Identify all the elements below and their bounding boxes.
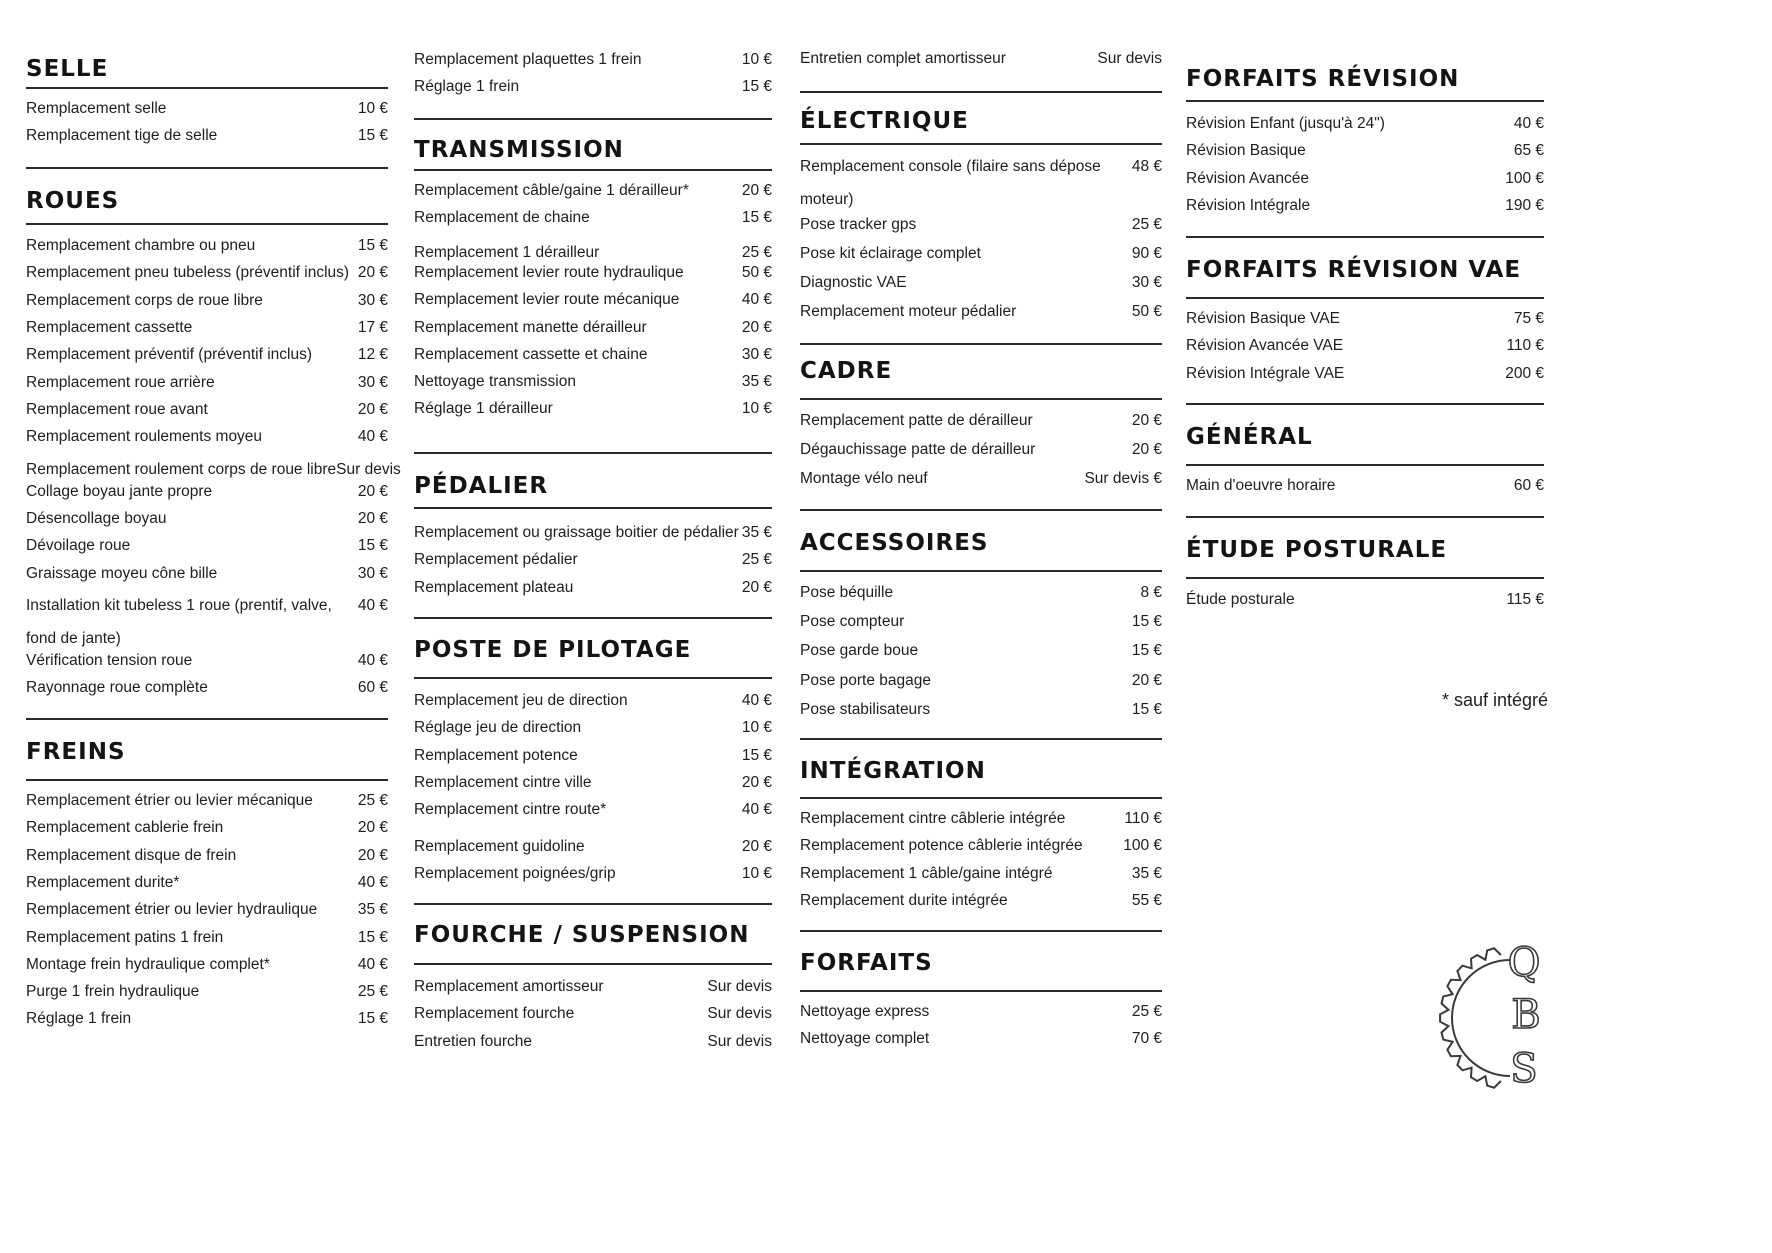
service-price: Sur devis bbox=[707, 1005, 772, 1023]
column-2 bbox=[414, 0, 772, 1253]
service-label: Pose garde boue bbox=[800, 642, 919, 660]
logo-letter-q: Q bbox=[1507, 940, 1541, 986]
service-price: 35 € bbox=[357, 901, 388, 919]
service-price: 15 € bbox=[741, 78, 772, 96]
price-row bbox=[800, 404, 1162, 437]
gear-icon bbox=[1432, 930, 1552, 1095]
service-label: Remplacement 1 câble/gaine intégré bbox=[800, 864, 1053, 882]
price-row bbox=[1186, 469, 1544, 502]
service-price: 25 € bbox=[1131, 1003, 1162, 1020]
service-price: 20 € bbox=[357, 264, 388, 282]
service-label: Remplacement durite intégrée bbox=[800, 891, 1008, 909]
service-price: 20 € bbox=[357, 400, 388, 418]
section-rule bbox=[800, 143, 1162, 145]
service-price: 110 € bbox=[1506, 337, 1544, 355]
service-price: 15 € bbox=[741, 746, 772, 764]
price-row bbox=[800, 693, 1162, 726]
service-price: 40 € bbox=[357, 873, 388, 891]
column-1 bbox=[26, 0, 401, 1253]
service-label: Remplacement cassette bbox=[26, 318, 193, 336]
price-row bbox=[800, 433, 1162, 466]
service-price: 20 € bbox=[741, 578, 772, 596]
logo-letter-s: S bbox=[1510, 1046, 1538, 1092]
section-divider bbox=[1186, 403, 1544, 405]
service-price: 40 € bbox=[1513, 115, 1544, 132]
service-label: Pose kit éclairage complet bbox=[800, 245, 981, 262]
section-rule bbox=[414, 169, 772, 171]
section-rule bbox=[1186, 464, 1544, 466]
section-title-forfaits-revision-vae: FORFAITS RÉVISION VAE bbox=[1186, 257, 1522, 283]
service-label: Pose béquille bbox=[800, 584, 894, 601]
section-divider bbox=[26, 718, 388, 720]
section-title-electrique: ÉLECTRIQUE bbox=[800, 108, 969, 134]
service-label: Purge 1 frein hydraulique bbox=[26, 983, 200, 1001]
service-price: 15 € bbox=[357, 1010, 388, 1028]
section-divider bbox=[800, 91, 1162, 93]
service-price: 200 € bbox=[1505, 364, 1544, 382]
service-label: Remplacement potence câblerie intégrée bbox=[800, 837, 1083, 855]
section-divider bbox=[800, 930, 1162, 932]
service-label: Remplacement étrier ou levier hydraulique bbox=[26, 901, 318, 919]
section-rule bbox=[800, 570, 1162, 572]
service-price: 40 € bbox=[357, 652, 388, 669]
service-price: 20 € bbox=[357, 846, 388, 864]
service-price: Sur devis bbox=[707, 1032, 772, 1050]
service-label: Main d'oeuvre horaire bbox=[1186, 477, 1336, 494]
service-label: Remplacement tige de selle bbox=[26, 127, 218, 144]
section-title-cadre: CADRE bbox=[800, 358, 893, 384]
section-title-etude-posturale: ÉTUDE POSTURALE bbox=[1186, 537, 1448, 563]
price-row bbox=[414, 1025, 772, 1058]
service-label: Remplacement amortisseur bbox=[414, 978, 604, 995]
service-label: Désencollage boyau bbox=[26, 510, 167, 527]
section-title-general: GÉNÉRAL bbox=[1186, 424, 1313, 450]
price-row bbox=[800, 462, 1162, 495]
service-price: 75 € bbox=[1513, 310, 1544, 327]
service-label: Remplacement préventif (préventif inclus) bbox=[26, 346, 313, 364]
service-label: Entretien complet amortisseur bbox=[800, 50, 1006, 67]
service-price: 35 € bbox=[741, 373, 772, 391]
section-rule bbox=[414, 507, 772, 509]
service-price: 30 € bbox=[357, 373, 388, 391]
section-rule bbox=[1186, 100, 1544, 102]
service-label: Étude posturale bbox=[1186, 591, 1295, 608]
service-label: Nettoyage complet bbox=[800, 1030, 930, 1048]
service-label: Remplacement chambre ou pneu bbox=[26, 237, 256, 254]
service-price: 15 € bbox=[741, 209, 772, 227]
service-label: Remplacement potence bbox=[414, 746, 578, 764]
section-divider bbox=[414, 903, 772, 905]
service-price: 15 € bbox=[357, 237, 388, 254]
service-price: 20 € bbox=[741, 318, 772, 336]
price-row bbox=[414, 571, 772, 604]
service-label: Nettoyage express bbox=[800, 1003, 930, 1020]
service-price: 30 € bbox=[1131, 274, 1162, 291]
service-label: Remplacement roulements moyeu bbox=[26, 428, 263, 446]
service-label: Pose tracker gps bbox=[800, 216, 917, 233]
service-label: Pose compteur bbox=[800, 613, 905, 631]
service-label: Révision Intégrale VAE bbox=[1186, 364, 1345, 382]
service-label: Remplacement pédalier bbox=[414, 551, 578, 569]
service-label: Remplacement étrier ou levier mécanique bbox=[26, 792, 313, 809]
service-label: Réglage jeu de direction bbox=[414, 719, 582, 737]
price-row bbox=[26, 119, 388, 152]
service-price: 90 € bbox=[1131, 245, 1162, 262]
service-price: 15 € bbox=[357, 928, 388, 946]
service-label: Remplacement cintre câblerie intégrée bbox=[800, 810, 1066, 827]
service-price: 20 € bbox=[1131, 441, 1162, 459]
price-row bbox=[414, 857, 772, 890]
section-divider bbox=[414, 118, 772, 120]
service-label: Réglage 1 frein bbox=[414, 78, 520, 96]
service-label: Révision Basique bbox=[1186, 142, 1306, 160]
section-title-fourche-suspension: FOURCHE / SUSPENSION bbox=[414, 922, 750, 948]
price-row bbox=[800, 605, 1162, 638]
service-price: 25 € bbox=[357, 792, 388, 809]
service-price: 110 € bbox=[1124, 810, 1162, 827]
section-divider bbox=[800, 738, 1162, 740]
service-label: Remplacement levier route hydraulique bbox=[414, 263, 684, 281]
service-price: 25 € bbox=[741, 244, 772, 261]
service-label: Remplacement durite* bbox=[26, 873, 180, 891]
price-row bbox=[800, 634, 1162, 667]
service-price: 100 € bbox=[1505, 169, 1544, 187]
service-price: 25 € bbox=[741, 551, 772, 569]
service-label: Diagnostic VAE bbox=[800, 274, 907, 291]
service-label: Remplacement cassette et chaine bbox=[414, 345, 648, 363]
service-label: Remplacement roulement corps de roue libre bbox=[26, 461, 337, 478]
section-rule bbox=[414, 963, 772, 965]
service-label: Graissage moyeu cône bille bbox=[26, 564, 218, 582]
section-rule bbox=[800, 398, 1162, 400]
service-price: 50 € bbox=[741, 263, 772, 281]
section-title-freins: FREINS bbox=[26, 739, 126, 765]
price-row bbox=[800, 576, 1162, 609]
service-price: 60 € bbox=[357, 679, 388, 696]
section-rule bbox=[26, 223, 388, 225]
service-label: Remplacement ou graissage boitier de pédalier bbox=[414, 524, 739, 541]
service-price: 65 € bbox=[1513, 142, 1544, 160]
price-row bbox=[1186, 189, 1544, 222]
service-price: 30 € bbox=[357, 291, 388, 309]
section-rule bbox=[800, 990, 1162, 992]
price-row bbox=[1186, 583, 1544, 616]
service-label: Remplacement guidoline bbox=[414, 838, 585, 855]
service-label: Remplacement levier route mécanique bbox=[414, 291, 680, 309]
price-row bbox=[26, 557, 388, 590]
section-rule bbox=[26, 779, 388, 781]
service-price: 20 € bbox=[741, 773, 772, 791]
service-price: 55 € bbox=[1131, 891, 1162, 909]
service-price: 25 € bbox=[1131, 216, 1162, 233]
service-label: Remplacement roue arrière bbox=[26, 373, 215, 391]
price-row bbox=[1186, 357, 1544, 390]
service-label: Rayonnage roue complète bbox=[26, 679, 208, 696]
service-price: 15 € bbox=[357, 127, 388, 144]
service-label: Remplacement fourche bbox=[414, 1005, 575, 1023]
section-rule bbox=[1186, 297, 1544, 299]
service-price: 100 € bbox=[1123, 837, 1162, 855]
price-row bbox=[800, 884, 1162, 917]
service-label: Remplacement corps de roue libre bbox=[26, 291, 263, 309]
service-label: Révision Enfant (jusqu'à 24") bbox=[1186, 115, 1385, 132]
service-label: Remplacement manette dérailleur bbox=[414, 318, 647, 336]
service-price: 20 € bbox=[1131, 671, 1162, 689]
section-title-transmission: TRANSMISSION bbox=[414, 137, 624, 163]
service-price: 10 € bbox=[357, 100, 388, 117]
service-label: Révision Avancée VAE bbox=[1186, 337, 1344, 355]
service-label: Remplacement selle bbox=[26, 100, 167, 117]
service-price: 15 € bbox=[1131, 642, 1162, 660]
price-row bbox=[26, 420, 388, 453]
service-label: Remplacement patins 1 frein bbox=[26, 928, 224, 946]
service-label: Pose porte bagage bbox=[800, 671, 931, 689]
section-rule bbox=[1186, 577, 1544, 579]
service-price: 40 € bbox=[741, 291, 772, 309]
service-price: 15 € bbox=[1131, 700, 1162, 718]
service-price: 20 € bbox=[741, 838, 772, 855]
service-label: Dégauchissage patte de dérailleur bbox=[800, 441, 1036, 459]
service-label: Dévoilage roue bbox=[26, 537, 131, 555]
service-label: Remplacement moteur pédalier bbox=[800, 303, 1017, 320]
service-label: Remplacement de chaine bbox=[414, 209, 590, 227]
service-price: 20 € bbox=[741, 182, 772, 199]
service-price: 40 € bbox=[741, 692, 772, 709]
service-price: 40 € bbox=[357, 955, 388, 973]
logo-letter-b: B bbox=[1511, 992, 1541, 1038]
price-row bbox=[800, 1022, 1162, 1055]
service-price: 12 € bbox=[357, 346, 388, 364]
service-price: 10 € bbox=[741, 51, 772, 68]
service-label: Remplacement roue avant bbox=[26, 400, 208, 418]
service-label: Réglage 1 frein bbox=[26, 1010, 132, 1028]
price-row bbox=[414, 392, 772, 425]
section-rule bbox=[26, 87, 388, 89]
service-price: 60 € bbox=[1513, 477, 1544, 494]
price-row bbox=[414, 70, 772, 103]
section-divider bbox=[1186, 516, 1544, 518]
service-label: Remplacement cintre ville bbox=[414, 773, 592, 791]
service-label: Remplacement câble/gaine 1 dérailleur* bbox=[414, 182, 689, 199]
section-title-integration: INTÉGRATION bbox=[800, 758, 986, 784]
service-label: Remplacement cintre route* bbox=[414, 801, 607, 819]
service-label: Pose stabilisateurs bbox=[800, 700, 931, 718]
price-row bbox=[26, 671, 388, 704]
service-price: 17 € bbox=[357, 318, 388, 336]
service-price: 190 € bbox=[1505, 196, 1544, 214]
service-label: Remplacement console (filaire sans dépose moteur) bbox=[800, 158, 1101, 208]
service-label: Remplacement patte de dérailleur bbox=[800, 412, 1033, 429]
service-price: 20 € bbox=[357, 482, 388, 500]
service-price: 10 € bbox=[741, 719, 772, 737]
service-label: Vérification tension roue bbox=[26, 652, 193, 669]
service-price: 40 € bbox=[741, 801, 772, 819]
service-price: 20 € bbox=[357, 510, 388, 527]
service-price: 48 € bbox=[1131, 158, 1162, 175]
service-label: Remplacement pneu tubeless (préventif inclus) bbox=[26, 264, 350, 282]
service-label: Réglage 1 dérailleur bbox=[414, 400, 553, 418]
service-label: Remplacement jeu de direction bbox=[414, 692, 628, 709]
service-price: 25 € bbox=[357, 983, 388, 1001]
service-label: Remplacement cablerie frein bbox=[26, 819, 224, 837]
service-price: 8 € bbox=[1140, 584, 1162, 601]
service-label: Montage frein hydraulique complet* bbox=[26, 955, 270, 973]
section-title-forfaits: FORFAITS bbox=[800, 950, 933, 976]
section-divider bbox=[414, 617, 772, 619]
service-price: 10 € bbox=[741, 865, 772, 882]
section-rule bbox=[414, 677, 772, 679]
service-price: 35 € bbox=[741, 524, 772, 541]
section-title-accessoires: ACCESSOIRES bbox=[800, 530, 989, 556]
service-price: 40 € bbox=[357, 597, 388, 614]
section-divider bbox=[414, 452, 772, 454]
service-price: 35 € bbox=[1131, 864, 1162, 882]
service-label: Remplacement disque de frein bbox=[26, 846, 237, 864]
service-price: Sur devis bbox=[1097, 50, 1162, 67]
section-title-roues: ROUES bbox=[26, 188, 120, 214]
section-title-pedalier: PÉDALIER bbox=[414, 473, 549, 499]
service-label: Révision Intégrale bbox=[1186, 196, 1311, 214]
service-label: Nettoyage transmission bbox=[414, 373, 576, 391]
service-price: 15 € bbox=[357, 537, 388, 555]
service-price: 115 € bbox=[1506, 591, 1544, 608]
service-label: Collage boyau jante propre bbox=[26, 482, 213, 500]
section-title-poste-de-pilotage: POSTE DE PILOTAGE bbox=[414, 637, 692, 663]
price-row bbox=[800, 150, 1162, 216]
service-price: Sur devis € bbox=[1084, 470, 1162, 488]
service-price: 15 € bbox=[1131, 613, 1162, 631]
price-row bbox=[26, 1002, 388, 1035]
section-rule bbox=[800, 797, 1162, 799]
price-row bbox=[414, 793, 772, 826]
service-price: 10 € bbox=[741, 400, 772, 418]
section-divider bbox=[1186, 236, 1544, 238]
service-price: 20 € bbox=[357, 819, 388, 837]
service-price: Sur devis bbox=[336, 461, 401, 478]
service-price: Sur devis bbox=[707, 978, 772, 995]
service-label: Montage vélo neuf bbox=[800, 470, 928, 488]
service-price: 30 € bbox=[741, 345, 772, 363]
service-price: 70 € bbox=[1131, 1030, 1162, 1048]
service-price: 50 € bbox=[1131, 303, 1162, 320]
footnote: * sauf intégré bbox=[1442, 690, 1549, 710]
section-title-forfaits-revision: FORFAITS RÉVISION bbox=[1186, 66, 1460, 92]
service-price: 40 € bbox=[357, 428, 388, 446]
service-label: Révision Avancée bbox=[1186, 169, 1309, 187]
section-divider bbox=[800, 343, 1162, 345]
price-row bbox=[800, 664, 1162, 697]
section-title-selle: SELLE bbox=[26, 56, 109, 82]
service-label: Remplacement plateau bbox=[414, 578, 574, 596]
service-label: Remplacement plaquettes 1 frein bbox=[414, 51, 642, 68]
column-3 bbox=[800, 0, 1162, 1253]
price-row bbox=[414, 201, 772, 234]
service-price: 20 € bbox=[1131, 412, 1162, 429]
section-divider bbox=[26, 167, 388, 169]
section-divider bbox=[800, 509, 1162, 511]
service-label: Remplacement poignées/grip bbox=[414, 865, 616, 882]
service-label: Remplacement 1 dérailleur bbox=[414, 244, 600, 261]
qbs-logo bbox=[1432, 930, 1552, 1100]
service-label: Installation kit tubeless 1 roue (prentif, valve, fond de jante) bbox=[26, 597, 332, 647]
service-label: Révision Basique VAE bbox=[1186, 310, 1340, 327]
service-label: Entretien fourche bbox=[414, 1032, 533, 1050]
price-row bbox=[800, 42, 1162, 75]
price-row bbox=[800, 295, 1162, 328]
service-price: 30 € bbox=[357, 564, 388, 582]
